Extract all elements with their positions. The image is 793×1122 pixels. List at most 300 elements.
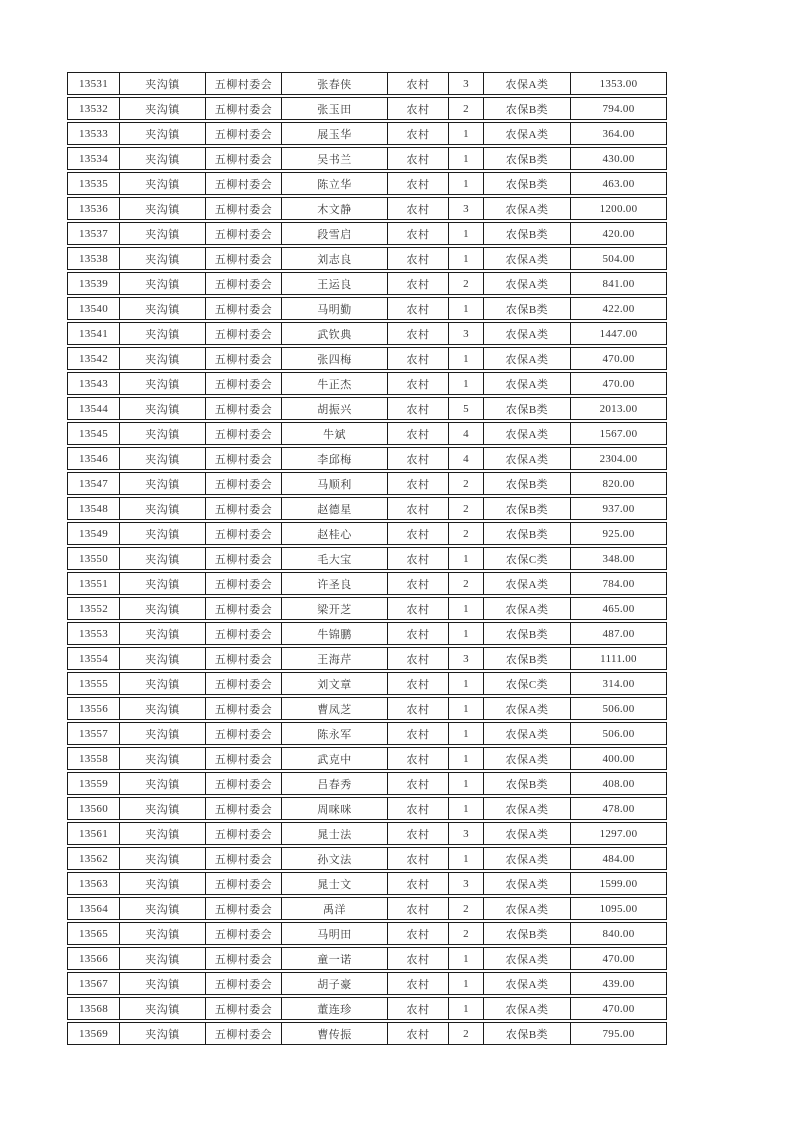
cell-town: 夹沟镇 xyxy=(120,573,206,594)
cell-name: 张四梅 xyxy=(282,348,388,369)
cell-town: 夹沟镇 xyxy=(120,323,206,344)
cell-residence: 农村 xyxy=(388,98,449,119)
cell-residence: 农村 xyxy=(388,848,449,869)
cell-residence: 农村 xyxy=(388,723,449,744)
cell-category: 农保B类 xyxy=(484,223,571,244)
cell-id: 13565 xyxy=(68,923,120,944)
cell-count: 2 xyxy=(449,273,484,294)
cell-town: 夹沟镇 xyxy=(120,198,206,219)
cell-category: 农保A类 xyxy=(484,73,571,94)
cell-residence: 农村 xyxy=(388,823,449,844)
cell-category: 农保B类 xyxy=(484,298,571,319)
cell-name: 刘文章 xyxy=(282,673,388,694)
cell-id: 13563 xyxy=(68,873,120,894)
cell-name: 许圣良 xyxy=(282,573,388,594)
cell-town: 夹沟镇 xyxy=(120,473,206,494)
cell-id: 13544 xyxy=(68,398,120,419)
cell-village: 五柳村委会 xyxy=(206,348,282,369)
cell-town: 夹沟镇 xyxy=(120,873,206,894)
cell-category: 农保A类 xyxy=(484,448,571,469)
cell-town: 夹沟镇 xyxy=(120,948,206,969)
cell-town: 夹沟镇 xyxy=(120,723,206,744)
cell-id: 13566 xyxy=(68,948,120,969)
cell-category: 农保A类 xyxy=(484,373,571,394)
cell-amount: 420.00 xyxy=(602,227,635,240)
cell-name: 王运良 xyxy=(282,273,388,294)
cell-residence: 农村 xyxy=(388,173,449,194)
cell-town: 夹沟镇 xyxy=(120,448,206,469)
cell-category: 农保B类 xyxy=(484,98,571,119)
table-row xyxy=(67,997,667,1020)
cell-count: 1 xyxy=(449,848,484,869)
cell-name: 赵德星 xyxy=(282,498,388,519)
cell-category: 农保A类 xyxy=(484,798,571,819)
table-row xyxy=(67,547,667,570)
cell-id: 13568 xyxy=(68,998,120,1019)
cell-town: 夹沟镇 xyxy=(120,1023,206,1044)
cell-town: 夹沟镇 xyxy=(120,973,206,994)
cell-village: 五柳村委会 xyxy=(206,748,282,769)
cell-id: 13549 xyxy=(68,523,120,544)
cell-residence: 农村 xyxy=(388,273,449,294)
cell-town: 夹沟镇 xyxy=(120,298,206,319)
table-row xyxy=(67,1022,667,1045)
cell-residence: 农村 xyxy=(388,248,449,269)
table-row xyxy=(67,247,667,270)
cell-id: 13557 xyxy=(68,723,120,744)
cell-residence: 农村 xyxy=(388,623,449,644)
cell-count: 1 xyxy=(449,348,484,369)
cell-village: 五柳村委会 xyxy=(206,623,282,644)
cell-count: 1 xyxy=(449,248,484,269)
cell-amount: 840.00 xyxy=(602,927,635,940)
table-row xyxy=(67,347,667,370)
cell-town: 夹沟镇 xyxy=(120,273,206,294)
cell-name: 马顺利 xyxy=(282,473,388,494)
cell-village: 五柳村委会 xyxy=(206,973,282,994)
cell-residence: 农村 xyxy=(388,198,449,219)
cell-id: 13542 xyxy=(68,348,120,369)
cell-amount: 1200.00 xyxy=(599,202,638,215)
cell-category: 农保A类 xyxy=(484,998,571,1019)
cell-town: 夹沟镇 xyxy=(120,123,206,144)
cell-residence: 农村 xyxy=(388,548,449,569)
cell-amount: 795.00 xyxy=(602,1027,635,1040)
cell-category: 农保A类 xyxy=(484,123,571,144)
cell-amount: 465.00 xyxy=(602,602,635,615)
cell-name: 董连珍 xyxy=(282,998,388,1019)
cell-amount: 1297.00 xyxy=(599,827,638,840)
cell-amount: 470.00 xyxy=(602,352,635,365)
cell-town: 夹沟镇 xyxy=(120,498,206,519)
cell-village: 五柳村委会 xyxy=(206,398,282,419)
cell-id: 13531 xyxy=(68,73,120,94)
cell-town: 夹沟镇 xyxy=(120,923,206,944)
cell-village: 五柳村委会 xyxy=(206,148,282,169)
cell-id: 13562 xyxy=(68,848,120,869)
cell-name: 童一诺 xyxy=(282,948,388,969)
cell-category: 农保B类 xyxy=(484,773,571,794)
cell-name: 武克中 xyxy=(282,748,388,769)
cell-village: 五柳村委会 xyxy=(206,248,282,269)
cell-count: 1 xyxy=(449,623,484,644)
cell-village: 五柳村委会 xyxy=(206,73,282,94)
cell-town: 夹沟镇 xyxy=(120,223,206,244)
cell-amount: 925.00 xyxy=(602,527,635,540)
cell-amount: 2304.00 xyxy=(599,452,638,465)
cell-village: 五柳村委会 xyxy=(206,823,282,844)
cell-amount: 1111.00 xyxy=(600,652,637,665)
cell-id: 13546 xyxy=(68,448,120,469)
table-row xyxy=(67,947,667,970)
table-row xyxy=(67,897,667,920)
cell-category: 农保A类 xyxy=(484,573,571,594)
cell-town: 夹沟镇 xyxy=(120,848,206,869)
cell-category: 农保B类 xyxy=(484,623,571,644)
cell-residence: 农村 xyxy=(388,773,449,794)
cell-residence: 农村 xyxy=(388,298,449,319)
cell-residence: 农村 xyxy=(388,398,449,419)
cell-category: 农保B类 xyxy=(484,523,571,544)
cell-category: 农保B类 xyxy=(484,173,571,194)
cell-village: 五柳村委会 xyxy=(206,573,282,594)
cell-amount: 422.00 xyxy=(602,302,635,315)
cell-name: 马明勤 xyxy=(282,298,388,319)
cell-count: 2 xyxy=(449,98,484,119)
table-row xyxy=(67,122,667,145)
cell-amount: 470.00 xyxy=(602,1002,635,1015)
table-row xyxy=(67,722,667,745)
cell-town: 夹沟镇 xyxy=(120,348,206,369)
cell-town: 夹沟镇 xyxy=(120,548,206,569)
cell-name: 段雪启 xyxy=(282,223,388,244)
cell-residence: 农村 xyxy=(388,373,449,394)
cell-count: 2 xyxy=(449,573,484,594)
cell-name: 牛斌 xyxy=(282,423,388,444)
cell-amount: 484.00 xyxy=(602,852,635,865)
cell-category: 农保A类 xyxy=(484,973,571,994)
cell-town: 夹沟镇 xyxy=(120,523,206,544)
cell-count: 1 xyxy=(449,773,484,794)
cell-count: 2 xyxy=(449,923,484,944)
cell-amount: 506.00 xyxy=(602,702,635,715)
cell-residence: 农村 xyxy=(388,423,449,444)
cell-residence: 农村 xyxy=(388,523,449,544)
cell-village: 五柳村委会 xyxy=(206,873,282,894)
table-row xyxy=(67,672,667,695)
cell-name: 毛大宝 xyxy=(282,548,388,569)
cell-residence: 农村 xyxy=(388,573,449,594)
cell-name: 禹洋 xyxy=(282,898,388,919)
cell-village: 五柳村委会 xyxy=(206,773,282,794)
cell-village: 五柳村委会 xyxy=(206,448,282,469)
cell-town: 夹沟镇 xyxy=(120,598,206,619)
cell-id: 13536 xyxy=(68,198,120,219)
cell-residence: 农村 xyxy=(388,923,449,944)
cell-village: 五柳村委会 xyxy=(206,723,282,744)
table-row xyxy=(67,147,667,170)
cell-town: 夹沟镇 xyxy=(120,623,206,644)
cell-amount: 820.00 xyxy=(602,477,635,490)
cell-count: 3 xyxy=(449,73,484,94)
cell-count: 1 xyxy=(449,798,484,819)
cell-name: 晁士法 xyxy=(282,823,388,844)
cell-id: 13551 xyxy=(68,573,120,594)
cell-town: 夹沟镇 xyxy=(120,998,206,1019)
cell-id: 13534 xyxy=(68,148,120,169)
cell-amount: 439.00 xyxy=(602,977,635,990)
cell-residence: 农村 xyxy=(388,673,449,694)
cell-count: 3 xyxy=(449,873,484,894)
cell-residence: 农村 xyxy=(388,123,449,144)
cell-town: 夹沟镇 xyxy=(120,673,206,694)
cell-name: 吴书兰 xyxy=(282,148,388,169)
cell-category: 农保A类 xyxy=(484,898,571,919)
table-row xyxy=(67,797,667,820)
cell-count: 1 xyxy=(449,698,484,719)
cell-count: 1 xyxy=(449,948,484,969)
cell-residence: 农村 xyxy=(388,148,449,169)
cell-count: 1 xyxy=(449,973,484,994)
cell-id: 13540 xyxy=(68,298,120,319)
cell-count: 1 xyxy=(449,998,484,1019)
cell-name: 牛正杰 xyxy=(282,373,388,394)
cell-town: 夹沟镇 xyxy=(120,898,206,919)
cell-village: 五柳村委会 xyxy=(206,298,282,319)
cell-count: 1 xyxy=(449,548,484,569)
cell-name: 梁开芝 xyxy=(282,598,388,619)
cell-residence: 农村 xyxy=(388,698,449,719)
cell-amount: 1567.00 xyxy=(599,427,638,440)
cell-count: 2 xyxy=(449,473,484,494)
cell-name: 马明田 xyxy=(282,923,388,944)
cell-category: 农保A类 xyxy=(484,323,571,344)
table-row xyxy=(67,847,667,870)
cell-village: 五柳村委会 xyxy=(206,848,282,869)
cell-town: 夹沟镇 xyxy=(120,173,206,194)
table-row xyxy=(67,172,667,195)
cell-id: 13548 xyxy=(68,498,120,519)
table-row xyxy=(67,597,667,620)
cell-count: 4 xyxy=(449,423,484,444)
cell-category: 农保B类 xyxy=(484,648,571,669)
cell-category: 农保A类 xyxy=(484,873,571,894)
cell-amount: 430.00 xyxy=(602,152,635,165)
table-row xyxy=(67,422,667,445)
cell-amount: 1095.00 xyxy=(599,902,638,915)
table-row xyxy=(67,397,667,420)
cell-residence: 农村 xyxy=(388,998,449,1019)
cell-amount: 1599.00 xyxy=(599,877,638,890)
cell-village: 五柳村委会 xyxy=(206,323,282,344)
cell-id: 13541 xyxy=(68,323,120,344)
cell-amount: 504.00 xyxy=(602,252,635,265)
cell-category: 农保B类 xyxy=(484,148,571,169)
cell-town: 夹沟镇 xyxy=(120,798,206,819)
cell-village: 五柳村委会 xyxy=(206,98,282,119)
cell-amount: 470.00 xyxy=(602,377,635,390)
cell-count: 1 xyxy=(449,748,484,769)
cell-category: 农保A类 xyxy=(484,198,571,219)
cell-id: 13538 xyxy=(68,248,120,269)
cell-amount: 348.00 xyxy=(602,552,635,565)
cell-id: 13556 xyxy=(68,698,120,719)
cell-amount: 478.00 xyxy=(602,802,635,815)
cell-count: 1 xyxy=(449,173,484,194)
cell-category: 农保C类 xyxy=(484,673,571,694)
table-row xyxy=(67,747,667,770)
cell-amount: 1353.00 xyxy=(599,77,638,90)
cell-id: 13545 xyxy=(68,423,120,444)
cell-id: 13560 xyxy=(68,798,120,819)
cell-id: 13559 xyxy=(68,773,120,794)
cell-village: 五柳村委会 xyxy=(206,898,282,919)
table-row xyxy=(67,697,667,720)
cell-id: 13539 xyxy=(68,273,120,294)
cell-town: 夹沟镇 xyxy=(120,823,206,844)
cell-residence: 农村 xyxy=(388,73,449,94)
cell-town: 夹沟镇 xyxy=(120,248,206,269)
table-row xyxy=(67,447,667,470)
cell-town: 夹沟镇 xyxy=(120,398,206,419)
cell-name: 曹传振 xyxy=(282,1023,388,1044)
cell-count: 1 xyxy=(449,373,484,394)
cell-name: 木文静 xyxy=(282,198,388,219)
cell-amount: 470.00 xyxy=(602,952,635,965)
cell-village: 五柳村委会 xyxy=(206,473,282,494)
cell-village: 五柳村委会 xyxy=(206,223,282,244)
cell-town: 夹沟镇 xyxy=(120,98,206,119)
cell-village: 五柳村委会 xyxy=(206,923,282,944)
cell-count: 3 xyxy=(449,648,484,669)
cell-category: 农保A类 xyxy=(484,598,571,619)
cell-id: 13561 xyxy=(68,823,120,844)
table-row xyxy=(67,297,667,320)
cell-town: 夹沟镇 xyxy=(120,373,206,394)
table-row xyxy=(67,922,667,945)
cell-count: 1 xyxy=(449,223,484,244)
cell-category: 农保B类 xyxy=(484,473,571,494)
cell-name: 武钦典 xyxy=(282,323,388,344)
table-row xyxy=(67,197,667,220)
table-row xyxy=(67,97,667,120)
cell-name: 张玉田 xyxy=(282,98,388,119)
cell-amount: 2013.00 xyxy=(599,402,638,415)
cell-category: 农保B类 xyxy=(484,923,571,944)
cell-village: 五柳村委会 xyxy=(206,548,282,569)
cell-amount: 1447.00 xyxy=(599,327,638,340)
cell-id: 13564 xyxy=(68,898,120,919)
cell-village: 五柳村委会 xyxy=(206,673,282,694)
cell-village: 五柳村委会 xyxy=(206,698,282,719)
cell-village: 五柳村委会 xyxy=(206,123,282,144)
cell-residence: 农村 xyxy=(388,323,449,344)
cell-village: 五柳村委会 xyxy=(206,198,282,219)
cell-name: 李邱梅 xyxy=(282,448,388,469)
cell-town: 夹沟镇 xyxy=(120,73,206,94)
cell-town: 夹沟镇 xyxy=(120,148,206,169)
table-row xyxy=(67,647,667,670)
cell-village: 五柳村委会 xyxy=(206,498,282,519)
cell-category: 农保B类 xyxy=(484,1023,571,1044)
table-row xyxy=(67,572,667,595)
cell-village: 五柳村委会 xyxy=(206,173,282,194)
cell-name: 胡子豪 xyxy=(282,973,388,994)
cell-town: 夹沟镇 xyxy=(120,648,206,669)
cell-residence: 农村 xyxy=(388,873,449,894)
cell-residence: 农村 xyxy=(388,948,449,969)
cell-name: 陈立华 xyxy=(282,173,388,194)
cell-amount: 314.00 xyxy=(602,677,635,690)
table-row xyxy=(67,622,667,645)
cell-category: 农保A类 xyxy=(484,698,571,719)
cell-count: 3 xyxy=(449,198,484,219)
cell-amount: 937.00 xyxy=(602,502,635,515)
cell-amount: 400.00 xyxy=(602,752,635,765)
cell-category: 农保A类 xyxy=(484,423,571,444)
cell-residence: 农村 xyxy=(388,348,449,369)
table-row xyxy=(67,497,667,520)
cell-village: 五柳村委会 xyxy=(206,998,282,1019)
table-row xyxy=(67,472,667,495)
cell-name: 王海芹 xyxy=(282,648,388,669)
cell-id: 13532 xyxy=(68,98,120,119)
cell-id: 13533 xyxy=(68,123,120,144)
cell-name: 展玉华 xyxy=(282,123,388,144)
cell-category: 农保A类 xyxy=(484,273,571,294)
cell-town: 夹沟镇 xyxy=(120,773,206,794)
cell-id: 13552 xyxy=(68,598,120,619)
table-row xyxy=(67,872,667,895)
cell-residence: 农村 xyxy=(388,648,449,669)
cell-category: 农保A类 xyxy=(484,823,571,844)
cell-id: 13554 xyxy=(68,648,120,669)
cell-name: 胡振兴 xyxy=(282,398,388,419)
cell-id: 13550 xyxy=(68,548,120,569)
table-row xyxy=(67,522,667,545)
cell-count: 3 xyxy=(449,323,484,344)
cell-residence: 农村 xyxy=(388,1023,449,1044)
cell-name: 曹凤芝 xyxy=(282,698,388,719)
cell-amount: 364.00 xyxy=(602,127,635,140)
cell-residence: 农村 xyxy=(388,498,449,519)
cell-village: 五柳村委会 xyxy=(206,648,282,669)
cell-name: 牛锦鹏 xyxy=(282,623,388,644)
cell-category: 农保A类 xyxy=(484,748,571,769)
cell-amount: 506.00 xyxy=(602,727,635,740)
cell-residence: 农村 xyxy=(388,973,449,994)
table-row xyxy=(67,972,667,995)
cell-residence: 农村 xyxy=(388,448,449,469)
cell-residence: 农村 xyxy=(388,598,449,619)
cell-amount: 841.00 xyxy=(602,277,635,290)
cell-residence: 农村 xyxy=(388,898,449,919)
cell-village: 五柳村委会 xyxy=(206,1023,282,1044)
cell-village: 五柳村委会 xyxy=(206,273,282,294)
cell-residence: 农村 xyxy=(388,473,449,494)
cell-count: 2 xyxy=(449,898,484,919)
cell-category: 农保A类 xyxy=(484,248,571,269)
cell-name: 刘志良 xyxy=(282,248,388,269)
cell-count: 2 xyxy=(449,523,484,544)
cell-id: 13555 xyxy=(68,673,120,694)
cell-count: 1 xyxy=(449,723,484,744)
cell-amount: 463.00 xyxy=(602,177,635,190)
cell-category: 农保A类 xyxy=(484,348,571,369)
cell-name: 孙文法 xyxy=(282,848,388,869)
cell-id: 13543 xyxy=(68,373,120,394)
table-row xyxy=(67,772,667,795)
